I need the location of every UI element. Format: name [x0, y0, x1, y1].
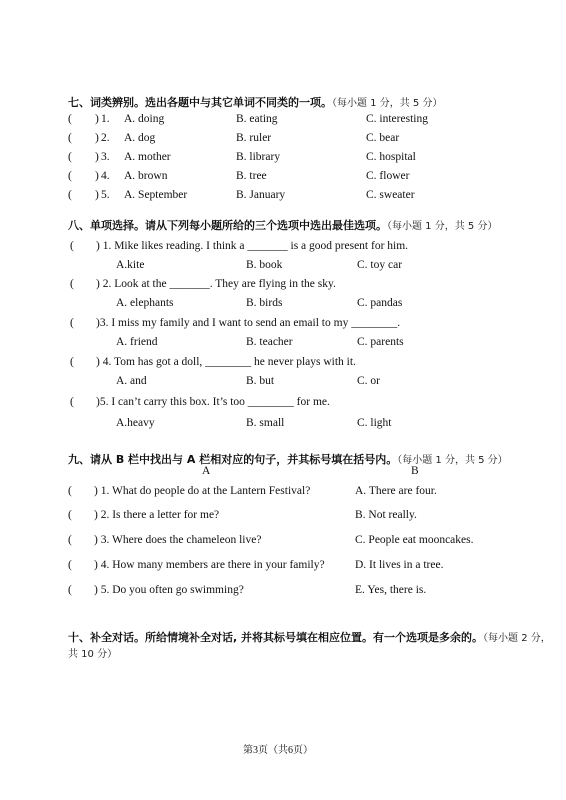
section-7-title: 七、词类辨别。选出各题中与其它单词不同类的一项。 — [68, 96, 332, 109]
answer-paren-open[interactable]: ( — [68, 151, 72, 163]
column-a-header: A — [202, 465, 211, 477]
answer-paren-open[interactable]: ( — [70, 278, 74, 290]
section-9-points: （每小题 1 分，共 5 分） — [397, 455, 508, 466]
option-a: A. doing — [124, 113, 165, 125]
answer-paren-open[interactable]: ( — [70, 396, 74, 408]
section-9-title: 九、请从 B 栏中找出与 A 栏相对应的句子，并其标号填在括号内。 — [68, 453, 398, 466]
question-text: ) 1. What do people do at the Lantern Festival? — [94, 485, 311, 497]
question-stem: ) 2. Look at the _______. They are flying in the sky. — [96, 278, 336, 290]
question-stem: )5. I can’t carry this box. It’s too ________ for me. — [96, 396, 330, 408]
answer-option: D. It lives in a tree. — [355, 559, 444, 571]
option-c: C. light — [357, 417, 392, 429]
answer-option: A. There are four. — [355, 485, 437, 497]
section-8-title: 八、单项选择。请从下列每小题所给的三个选项中选出最佳选项。 — [68, 219, 387, 232]
answer-paren-open[interactable]: ( — [70, 356, 74, 368]
option-c: C. pandas — [357, 297, 403, 309]
option-b: B. January — [236, 189, 286, 201]
answer-paren-close: ) — [95, 113, 99, 125]
option-a: A.heavy — [116, 417, 155, 429]
question-number: 5. — [101, 189, 110, 201]
question-stem: ) 1. Mike likes reading. I think a _______ is a good present for him. — [96, 240, 409, 252]
question-text: ) 4. How many members are there in your family? — [94, 559, 325, 571]
option-a: A. dog — [124, 132, 156, 144]
question-number: 1. — [101, 113, 110, 125]
answer-paren-open[interactable]: ( — [68, 485, 72, 497]
option-b: B. tree — [236, 170, 267, 182]
answer-option: B. Not really. — [355, 509, 417, 521]
answer-paren-open[interactable]: ( — [68, 113, 72, 125]
answer-option: C. People eat mooncakes. — [355, 534, 474, 546]
option-b: B. ruler — [236, 132, 272, 144]
answer-paren-open[interactable]: ( — [68, 509, 72, 521]
option-b: B. eating — [236, 113, 278, 125]
option-c: C. interesting — [366, 113, 428, 125]
question-text: ) 2. Is there a letter for me? — [94, 509, 220, 521]
question-number: 4. — [101, 170, 110, 182]
question-stem: ) 4. Tom has got a doll, ________ he never plays with it. — [96, 356, 356, 368]
question-text: ) 3. Where does the chameleon live? — [94, 534, 262, 546]
question-number: 3. — [101, 151, 110, 163]
option-b: B. small — [246, 417, 285, 429]
answer-paren-open[interactable]: ( — [68, 170, 72, 182]
option-c: C. flower — [366, 170, 410, 182]
option-c: C. or — [357, 375, 380, 387]
option-b: B. but — [246, 375, 275, 387]
section-10-heading-line-2 — [68, 645, 117, 660]
answer-option: E. Yes, there is. — [355, 584, 427, 596]
answer-paren-close: ) — [95, 170, 99, 182]
option-a: A. elephants — [116, 297, 174, 309]
answer-paren-open[interactable]: ( — [70, 240, 74, 252]
question-number: 2. — [101, 132, 110, 144]
option-b: B. birds — [246, 297, 283, 309]
page-footer: 第3页（共6页） — [243, 745, 313, 756]
section-7-points: （每小题 1 分，共 5 分） — [332, 98, 443, 109]
answer-paren-open[interactable]: ( — [68, 584, 72, 596]
section-7-heading — [68, 94, 442, 110]
option-b: B. library — [236, 151, 281, 163]
option-c: C. parents — [357, 336, 404, 348]
section-10-points-b: 共 10 分） — [68, 649, 118, 660]
section-10-points-a: （每小题 2 分， — [483, 633, 551, 644]
option-c: C. bear — [366, 132, 400, 144]
section-10-title: 十、补全对话。所给情境补全对话, 并将其标号填在相应位置。有一个选项是多余的。 — [68, 631, 484, 644]
option-b: B. teacher — [246, 336, 293, 348]
answer-paren-open[interactable]: ( — [68, 534, 72, 546]
option-c: C. sweater — [366, 189, 415, 201]
answer-paren-open[interactable]: ( — [68, 132, 72, 144]
column-b-header: B — [411, 465, 419, 477]
answer-paren-close: ) — [95, 132, 99, 144]
option-a: A.kite — [116, 259, 145, 271]
option-b: B. book — [246, 259, 283, 271]
option-c: C. toy car — [357, 259, 403, 271]
option-a: A. brown — [124, 170, 168, 182]
question-text: ) 5. Do you often go swimming? — [94, 584, 244, 596]
answer-paren-close: ) — [95, 151, 99, 163]
section-8-heading — [68, 217, 497, 233]
answer-paren-open[interactable]: ( — [70, 317, 74, 329]
option-c: C. hospital — [366, 151, 416, 163]
option-a: A. and — [116, 375, 147, 387]
option-a: A. friend — [116, 336, 158, 348]
section-10-heading — [68, 629, 551, 645]
section-8-points: （每小题 1 分，共 5 分） — [387, 221, 498, 232]
option-a: A. September — [124, 189, 188, 201]
answer-paren-open[interactable]: ( — [68, 189, 72, 201]
option-a: A. mother — [124, 151, 171, 163]
answer-paren-close: ) — [95, 189, 99, 201]
question-stem: )3. I miss my family and I want to send an email to my ________. — [96, 317, 401, 329]
answer-paren-open[interactable]: ( — [68, 559, 72, 571]
section-9-heading — [68, 451, 508, 467]
